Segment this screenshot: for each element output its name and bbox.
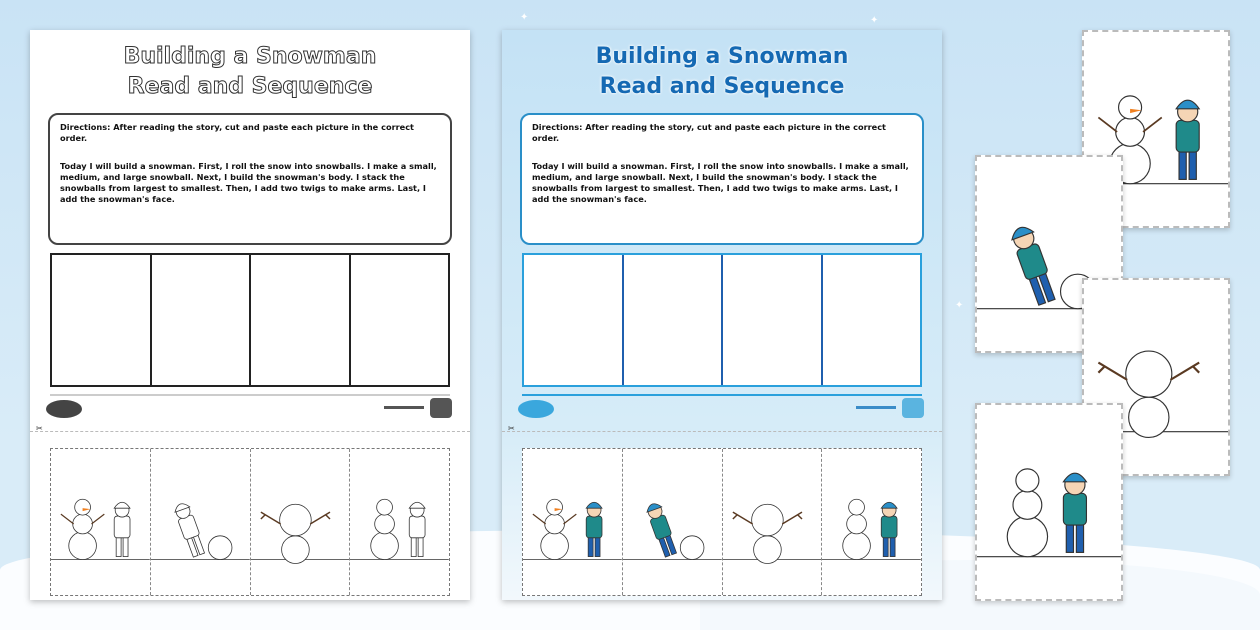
directions-text: Directions: After reading the story, cut and paste each picture in the correct order. [60, 122, 414, 143]
snowman-with-twig-arms-illustration [723, 449, 822, 595]
title-line-1: Building a Snowman [595, 44, 849, 69]
directions-text: Directions: After reading the story, cut and paste each picture in the correct order. [532, 122, 886, 143]
child-stacking-snowballs-illustration [822, 449, 921, 595]
cutout-picture-3 [723, 449, 823, 595]
child-rolling-snowball-illustration [623, 449, 722, 595]
sequence-box-3 [251, 255, 351, 385]
cutout-picture-1 [523, 449, 623, 595]
snowman-with-twig-arms-illustration [251, 449, 350, 595]
cutout-pictures [50, 448, 450, 596]
footer-badge-icon [430, 398, 452, 418]
child-stacking-snowballs-illustration [977, 405, 1121, 599]
worksheet-title [502, 42, 942, 102]
scissors-icon: ✂ [508, 424, 515, 433]
child-stacking-snowballs-illustration [350, 449, 449, 595]
sequence-boxes [50, 253, 450, 387]
directions-box [520, 113, 924, 245]
directions-box [48, 113, 452, 245]
cutout-picture-2 [151, 449, 251, 595]
title-line-2: Read and Sequence [599, 74, 845, 99]
sequence-box-1 [524, 255, 624, 385]
cutout-picture-2 [623, 449, 723, 595]
title-line-1: Building a Snowman [123, 44, 377, 69]
sequence-box-2 [624, 255, 724, 385]
sequence-box-1 [52, 255, 152, 385]
worksheet-color [502, 30, 942, 600]
finished-snowman-with-child-illustration [523, 449, 622, 595]
picture-card-stacking [975, 403, 1123, 601]
footer-code [384, 406, 424, 409]
story-text: Today I will build a snowman. First, I roll the snow into snowballs. I make a small, medium, and large snowball. Next, I build the snowman's body. I stack the snowballs from largest to smallest. Then, I add two twigs to make arms. Last, I add the snowman's face. [532, 161, 909, 204]
sequence-box-4 [823, 255, 921, 385]
cutout-picture-3 [251, 449, 351, 595]
cutout-pictures [522, 448, 922, 596]
cutout-picture-1 [51, 449, 151, 595]
footer-rule [50, 394, 450, 396]
snowflake-icon: ✦ [870, 15, 879, 26]
worksheet-grayscale [30, 30, 470, 600]
cut-line [30, 431, 470, 432]
worksheet-title [30, 42, 470, 102]
cutout-picture-4 [350, 449, 449, 595]
footer-rule [522, 394, 922, 396]
brand-logo [518, 400, 554, 418]
sequence-boxes [522, 253, 922, 387]
brand-logo [46, 400, 82, 418]
finished-snowman-with-child-illustration [51, 449, 150, 595]
story-text: Today I will build a snowman. First, I roll the snow into snowballs. I make a small, medium, and large snowball. Next, I build the snowman's body. I stack the snowballs from largest to smallest. Then, I add two twigs to make arms. Last, I add the snowman's face. [60, 161, 437, 204]
cut-line [502, 431, 942, 432]
footer-badge-icon [902, 398, 924, 418]
title-line-2: Read and Sequence [127, 74, 373, 99]
footer-code [856, 406, 896, 409]
child-rolling-snowball-illustration [151, 449, 250, 595]
cutout-picture-4 [822, 449, 921, 595]
scissors-icon: ✂ [36, 424, 43, 433]
sequence-box-4 [351, 255, 449, 385]
snowflake-icon: ✦ [520, 12, 529, 23]
sequence-box-3 [723, 255, 823, 385]
sequence-box-2 [152, 255, 252, 385]
snowflake-icon: ✦ [955, 300, 964, 311]
